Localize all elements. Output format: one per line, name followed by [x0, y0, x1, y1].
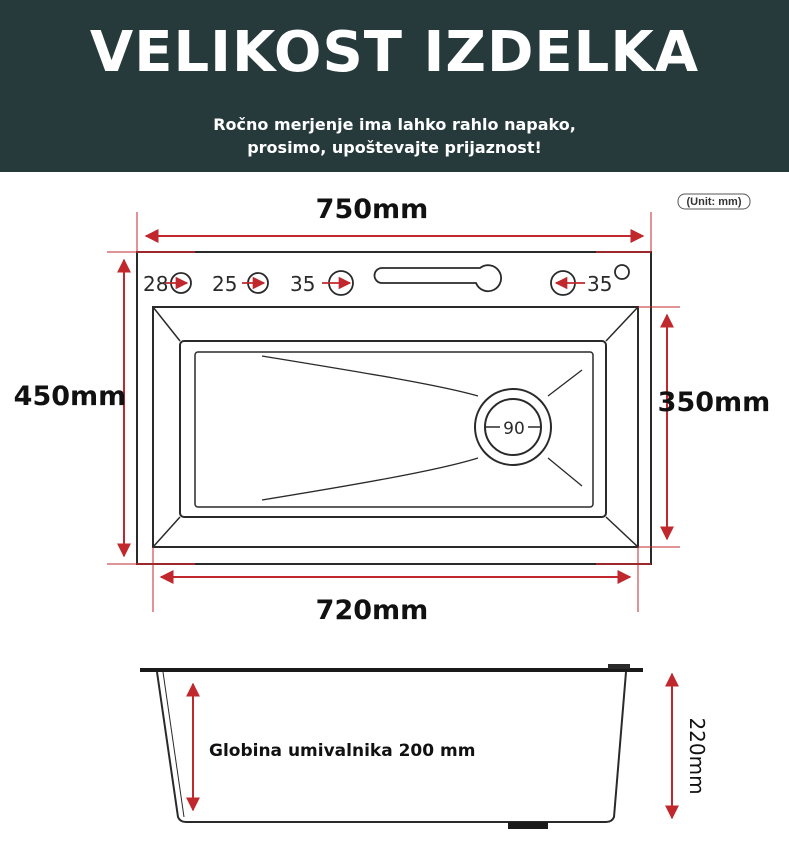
slope-line: [262, 356, 478, 396]
slope-line: [548, 370, 582, 396]
basin-bottom: [180, 341, 606, 517]
height-450-label: 450mm: [13, 381, 127, 412]
bevel-line: [606, 517, 638, 547]
bevel-line: [606, 307, 638, 341]
subtitle-line-2: prosimo, upoštevajte prijaznost!: [247, 138, 542, 157]
depth-220-label: 220mm: [685, 717, 709, 795]
side-view-inner-wall: [163, 672, 184, 817]
basin-floor: [195, 352, 593, 507]
hole-25-label: 25: [212, 272, 238, 296]
bevel-line: [153, 517, 180, 547]
bevel-line: [153, 307, 180, 341]
basin-rim: [153, 307, 638, 547]
height-350-label: 350mm: [657, 387, 771, 418]
hole-35-right-label: 35: [587, 272, 613, 296]
depth-label: Globina umivalnika 200 mm: [209, 741, 476, 761]
slope-line: [262, 458, 478, 500]
width-720-label: 720mm: [315, 595, 429, 626]
hole-28-label: 28: [143, 272, 169, 296]
side-view-drain: [508, 822, 548, 829]
slot-icon: [375, 265, 502, 291]
unit-note: (Unit: mm): [686, 196, 742, 208]
side-view-flange: [608, 664, 630, 669]
hole-35-label: 35: [290, 272, 316, 296]
subtitle-line-1: Ročno merjenje ima lahko rahlo napako,: [213, 115, 576, 134]
slope-line: [548, 458, 582, 486]
width-750-label: 750mm: [315, 194, 429, 225]
page-title: VELIKOST IZDELKA: [89, 20, 700, 85]
small-hole-icon: [615, 265, 629, 279]
drain-diameter-label: 90: [503, 419, 525, 439]
